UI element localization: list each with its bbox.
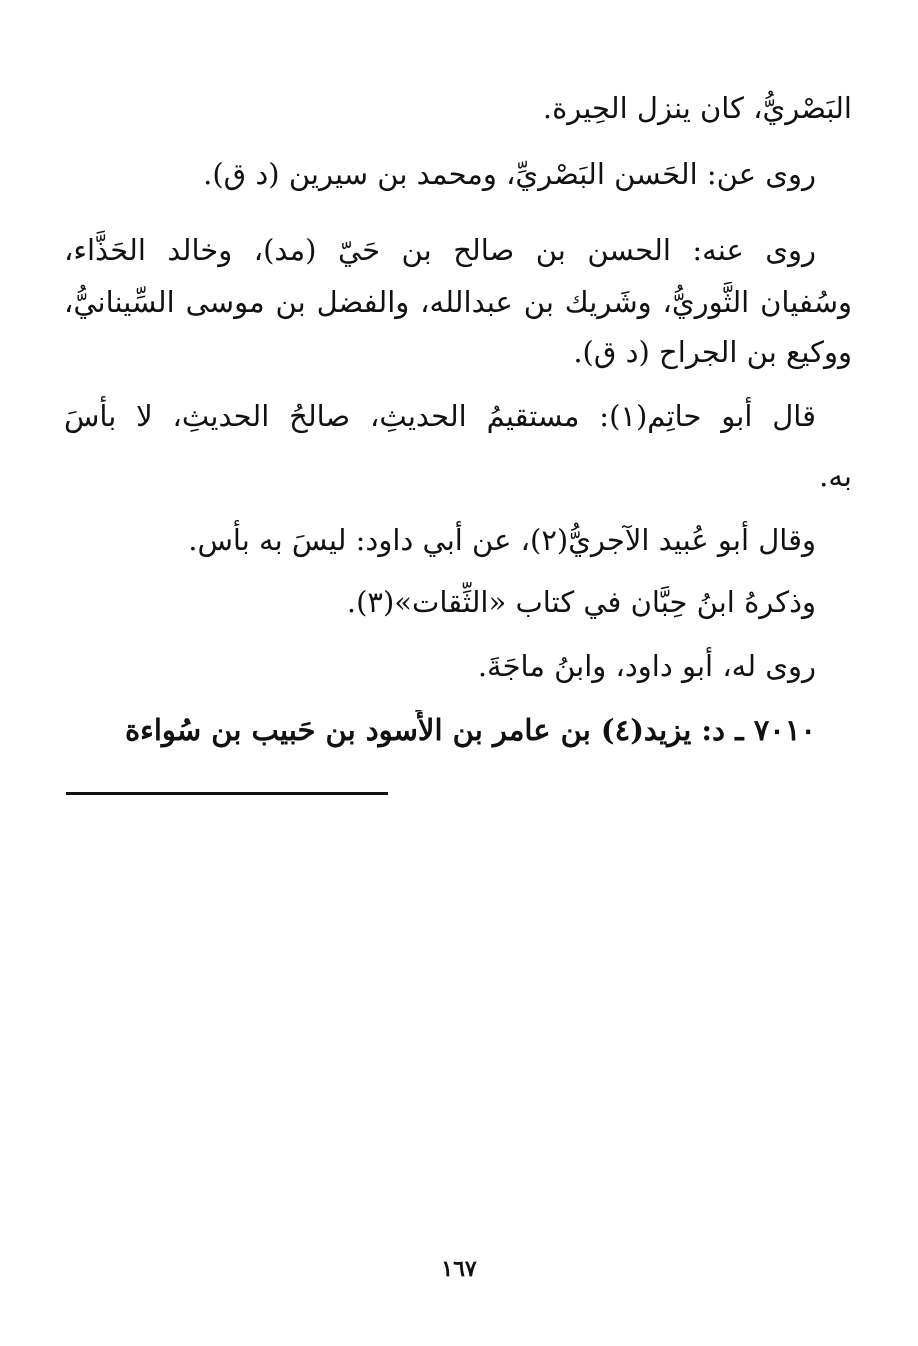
page-number: ١٦٧ (441, 1256, 477, 1282)
footnote-separator (66, 792, 388, 795)
text-line: روى عنه: الحسن بن صالح بن حَيّ (مد)، وخالد الحَذَّاء، (64, 233, 816, 267)
text-line: روى عن: الحَسن البَصْريِّ، ومحمد بن سيرين (د ق). (203, 157, 816, 191)
text-line: وقال أبو عُبيد الآجريُّ(٢)، عن أبي داود: ليسَ به بأس. (188, 523, 816, 557)
text-line: قال أبو حاتِم(١): مستقيمُ الحديثِ، صالحُ الحديثِ، لا بأسَ (64, 399, 817, 433)
entry-heading-line: ٧٠١٠ ـ د: يزيد(٤) بن عامر بن الأَسود بن حَبيب بن سُواءة (124, 713, 816, 747)
text-line: البَصْريُّ، كان ينزل الحِيرة. (542, 91, 852, 125)
text-line: روى له، أبو داود، وابنُ ماجَةَ. (477, 649, 816, 683)
text-line: وذكرهُ ابنُ حِبَّان في كتاب «الثِّقات»(٣). (346, 585, 816, 619)
text-line: به. (819, 459, 852, 493)
text-line: ووكيع بن الجراح (د ق). (573, 335, 852, 369)
text-line: وسُفيان الثَّوريُّ، وشَريك بن عبدالله، والفضل بن موسى السِّينانيُّ، (64, 285, 852, 319)
